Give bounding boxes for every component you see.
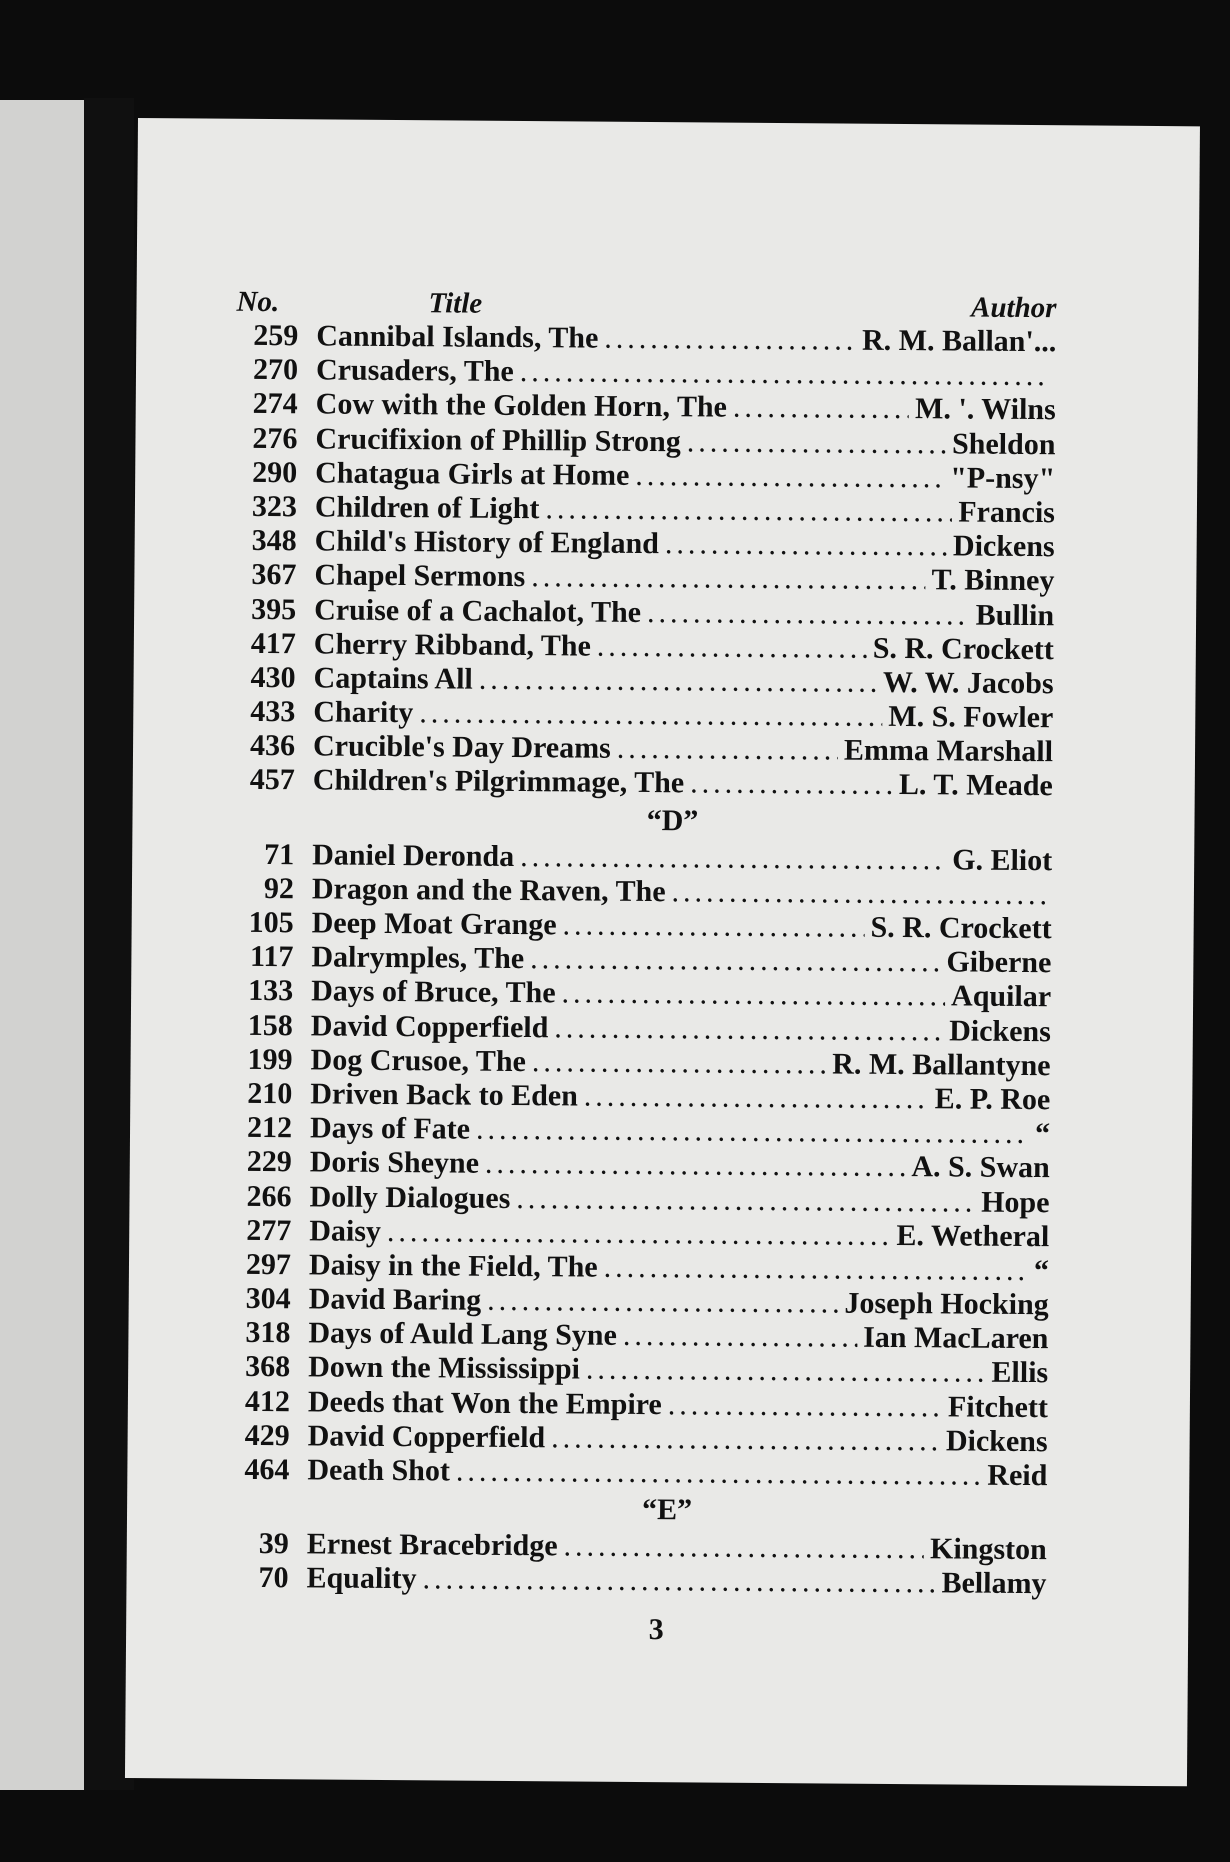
dot-leader	[668, 1388, 942, 1424]
entry-author: Dickens	[949, 1013, 1051, 1048]
entry-author: M. '. Wilns	[914, 392, 1056, 427]
entry-title: Captains All	[313, 661, 473, 696]
entry-number: 210	[247, 1076, 293, 1111]
entry-number: 436	[249, 729, 296, 763]
entry-title: Cherry Ribband, The	[313, 627, 592, 663]
dot-leader	[562, 908, 864, 945]
entry-author: Fitchett	[947, 1390, 1049, 1424]
entry-number: 70	[258, 1561, 289, 1595]
entry-number: 277	[246, 1213, 292, 1247]
dot-leader	[532, 1045, 827, 1082]
entry-number: 457	[249, 763, 295, 797]
entry-title: Children of Light	[314, 490, 540, 526]
entry-title: David Copperfield	[310, 1008, 549, 1044]
list-item	[226, 1561, 1046, 1602]
entry-author: Ian MacLaren	[863, 1320, 1049, 1356]
entry-author: E. Wetheral	[896, 1218, 1050, 1253]
list-item	[233, 763, 1053, 804]
entry-author: Joseph Hocking	[844, 1286, 1049, 1322]
entry-number: 259	[253, 318, 299, 353]
entry-number: 304	[245, 1281, 291, 1316]
dot-leader	[617, 732, 838, 768]
header-author: Author	[970, 291, 1057, 325]
entry-number: 367	[251, 558, 297, 592]
section-d-list	[227, 837, 1052, 1493]
entry-title: Crucifixion of Phillip Strong	[315, 421, 681, 458]
section-e-list	[226, 1527, 1047, 1602]
entry-author: Sheldon	[951, 426, 1056, 461]
entry-number: 212	[246, 1111, 293, 1145]
dot-leader	[530, 942, 940, 979]
entry-number: 274	[252, 387, 298, 421]
entry-number: 92	[263, 871, 295, 906]
dot-leader	[561, 977, 945, 1014]
dot-leader	[554, 1011, 943, 1048]
header-no: No.	[236, 285, 280, 319]
entry-title: Child's History of England	[314, 524, 660, 561]
entry-number: 417	[250, 626, 297, 660]
entry-title: Dalrymples, The	[311, 940, 525, 976]
entry-author: Emma Marshall	[843, 733, 1054, 769]
dot-leader	[456, 1455, 982, 1493]
list-item	[227, 1453, 1047, 1494]
entry-title: Cow with the Golden Horn, The	[315, 387, 728, 425]
dot-leader	[733, 391, 909, 427]
entry-author: S. R. Crockett	[872, 631, 1054, 666]
entry-author: Bullin	[975, 598, 1055, 632]
entry-author: Giberne	[946, 945, 1052, 980]
entry-title: Daisy in the Field, The	[308, 1248, 598, 1284]
entry-author: E. P. Roe	[934, 1082, 1051, 1117]
entry-author: "P-nsy"	[950, 461, 1056, 495]
entry-number: 430	[250, 660, 296, 695]
entry-title: Daisy	[309, 1214, 382, 1248]
entry-author: Aquilar	[950, 979, 1052, 1014]
entry-title: Death Shot	[307, 1453, 451, 1488]
entry-number: 105	[248, 905, 294, 940]
entry-author: Dickens	[945, 1424, 1048, 1458]
dot-leader	[485, 1147, 906, 1185]
entry-author: M. S. Fowler	[888, 699, 1054, 735]
entry-number: 368	[245, 1350, 291, 1384]
entry-title: Charity	[313, 695, 414, 730]
dot-leader	[387, 1215, 891, 1253]
dot-leader	[623, 1319, 858, 1355]
entry-author: S. R. Crockett	[870, 910, 1052, 946]
section-e-heading: “E”	[641, 1493, 693, 1527]
entry-author: Kingston	[929, 1532, 1047, 1567]
dot-leader	[647, 596, 970, 633]
page-number: 3	[648, 1612, 664, 1646]
entry-author: Reid	[987, 1458, 1048, 1493]
dot-leader	[665, 527, 947, 563]
entry-title: Chapel Sermons	[314, 558, 526, 594]
entry-number: 276	[252, 421, 298, 455]
entry-title: Ernest Bracebridge	[306, 1527, 558, 1563]
entry-number: 412	[244, 1384, 291, 1418]
entry-title: Driven Back to Eden	[310, 1077, 578, 1113]
entry-number: 323	[251, 489, 298, 524]
entry-author: “	[1033, 1253, 1050, 1288]
dot-leader	[604, 1251, 1029, 1289]
entry-title: Cruise of a Cachalot, The	[314, 592, 642, 629]
header-title: Title	[428, 287, 483, 320]
entry-author: Ellis	[991, 1356, 1049, 1390]
entry-title: Daniel Deronda	[312, 838, 515, 873]
entry-author: R. M. Ballantyne	[832, 1047, 1051, 1082]
section-d-heading: “D”	[646, 803, 699, 838]
entry-number: 270	[252, 353, 299, 387]
entry-title: Crucible's Day Dreams	[312, 729, 611, 765]
entry-number: 199	[247, 1042, 293, 1076]
entry-author: L. T. Meade	[898, 768, 1053, 803]
entry-author: “	[1034, 1117, 1051, 1151]
entry-title: Days of Auld Lang Syne	[308, 1316, 618, 1353]
entry-author: Francis	[958, 495, 1056, 530]
dot-leader	[520, 840, 946, 878]
entry-title: Equality	[306, 1561, 417, 1596]
dot-leader	[635, 459, 944, 496]
catalog-list	[226, 269, 1057, 1650]
dot-leader	[516, 1182, 975, 1220]
entry-author: Hope	[981, 1185, 1050, 1219]
entry-author: R. M. Ballan'...	[861, 323, 1057, 359]
dot-leader	[476, 1113, 1029, 1152]
entry-number: 290	[252, 455, 298, 490]
entry-number: 429	[244, 1418, 290, 1453]
entry-number: 71	[264, 837, 295, 871]
column-header	[236, 269, 1056, 325]
entry-title: Crusaders, The	[315, 353, 514, 389]
dot-leader	[604, 322, 856, 358]
dot-leader	[487, 1284, 839, 1321]
entry-title: David Baring	[308, 1282, 482, 1317]
entry-number: 464	[244, 1452, 290, 1487]
entry-title: David Copperfield	[307, 1419, 546, 1455]
entry-number: 39	[258, 1527, 289, 1561]
section-c-list	[233, 319, 1057, 804]
dot-leader	[597, 629, 867, 665]
entry-author: T. Binney	[931, 563, 1055, 598]
entry-author: A. S. Swan	[911, 1150, 1050, 1185]
entry-title: Days of Bruce, The	[311, 974, 556, 1010]
entry-number: 395	[251, 592, 297, 626]
dot-leader	[520, 355, 1050, 393]
entry-number: 133	[248, 974, 294, 1008]
entry-number: 297	[245, 1247, 292, 1282]
dot-leader	[687, 425, 947, 461]
catalog-page	[125, 118, 1200, 1786]
entry-number: 229	[246, 1145, 292, 1179]
entry-number: 433	[250, 694, 296, 729]
entry-title: Children's Pilgrimmage, The	[312, 763, 685, 800]
entry-title: Dolly Dialogues	[309, 1179, 511, 1215]
entry-number: 348	[251, 524, 297, 558]
entry-title: Dog Crusoe, The	[310, 1043, 527, 1078]
entry-title: Days of Fate	[309, 1111, 471, 1146]
entry-author: Dickens	[952, 529, 1055, 564]
entry-author: G. Eliot	[952, 843, 1053, 877]
entry-title: Cannibal Islands, The	[316, 319, 599, 355]
dot-leader	[690, 767, 893, 803]
entry-author: Bellamy	[941, 1566, 1047, 1601]
entry-author: W. W. Jacobs	[882, 665, 1054, 701]
entry-number: 266	[246, 1179, 292, 1213]
entry-title: Deep Moat Grange	[311, 906, 557, 942]
entry-number: 318	[245, 1316, 291, 1350]
dot-leader	[586, 1353, 986, 1390]
dot-leader	[422, 1563, 935, 1601]
entry-number: 158	[247, 1008, 294, 1042]
entry-number: 117	[249, 940, 294, 974]
dot-leader	[419, 696, 882, 734]
dot-leader	[545, 492, 952, 529]
dot-leader	[479, 663, 877, 700]
dot-leader	[671, 875, 1046, 912]
dot-leader	[584, 1079, 929, 1116]
entry-title: Deeds that Won the Empire	[307, 1384, 662, 1421]
entry-title: Chatagua Girls at Home	[315, 456, 630, 492]
dot-leader	[563, 1530, 924, 1567]
dot-leader	[531, 560, 926, 597]
dot-leader	[551, 1421, 940, 1458]
entry-title: Down the Mississippi	[308, 1350, 581, 1386]
entry-title: Dragon and the Raven, The	[311, 872, 666, 908]
entry-title: Doris Sheyne	[309, 1145, 480, 1181]
